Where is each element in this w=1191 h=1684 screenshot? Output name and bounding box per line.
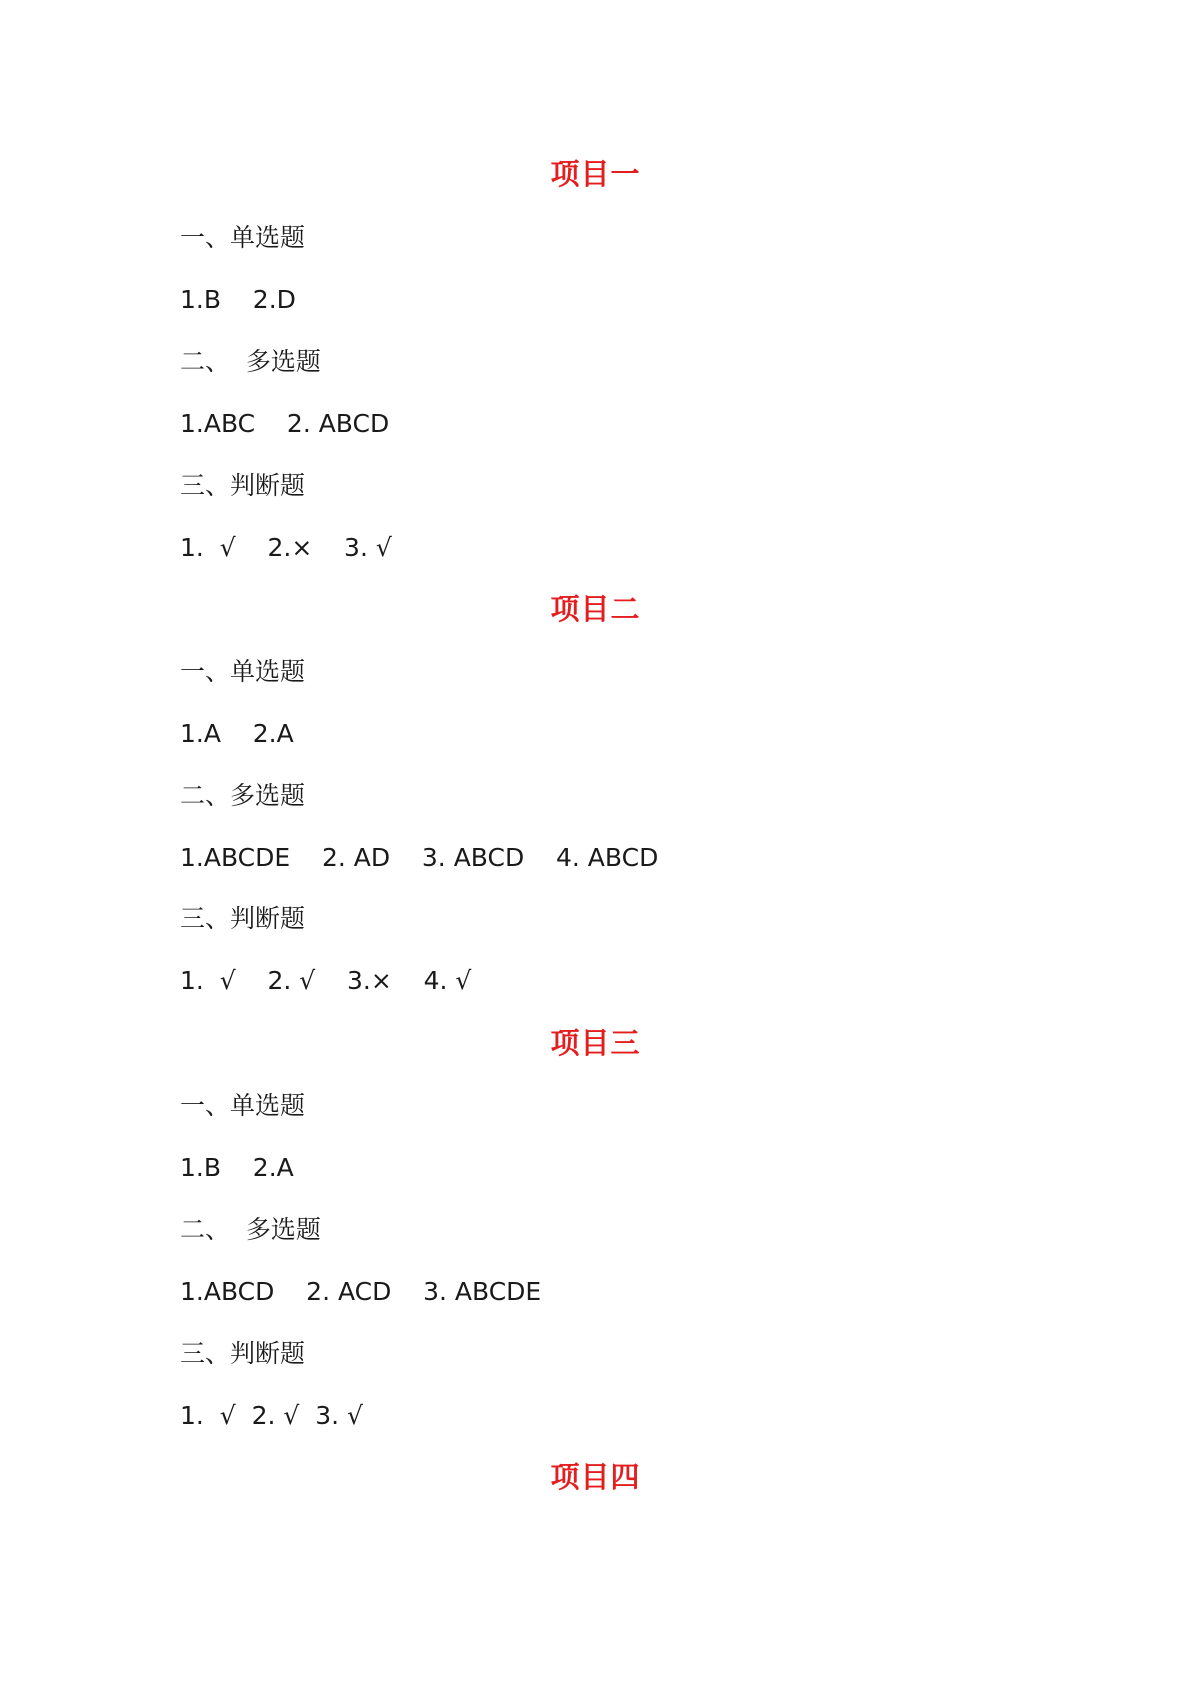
answer-line: 1. √ 2. √ 3.× 4. √: [180, 966, 472, 995]
answer-line: 1.ABCD 2. ACD 3. ABCDE: [180, 1277, 542, 1306]
section-title: 项目一: [550, 157, 641, 191]
answer-line: 1.B 2.D: [180, 285, 296, 314]
answer-line: 1.A 2.A: [180, 719, 294, 748]
question-type-single-choice: 一、单选题: [180, 223, 306, 252]
answer-line: 1. √ 2.× 3. √: [180, 533, 392, 562]
question-type-multiple-choice: 二、 多选题: [180, 347, 321, 376]
answer-line: 1.B 2.A: [180, 1153, 294, 1182]
answer-line: 1.ABC 2. ABCD: [180, 409, 390, 438]
answer-line: 1.ABCDE 2. AD 3. ABCD 4. ABCD: [180, 843, 659, 872]
question-type-true-false: 三、判断题: [180, 904, 306, 933]
answer-line: 1. √ 2. √ 3. √: [180, 1401, 363, 1430]
question-type-multiple-choice: 二、多选题: [180, 781, 306, 810]
question-type-true-false: 三、判断题: [180, 471, 306, 500]
section-title: 项目三: [550, 1026, 641, 1060]
question-type-single-choice: 一、单选题: [180, 1091, 306, 1120]
question-type-single-choice: 一、单选题: [180, 657, 306, 686]
question-type-true-false: 三、判断题: [180, 1339, 306, 1368]
section-title: 项目四: [550, 1460, 641, 1494]
section-title: 项目二: [550, 592, 641, 626]
question-type-multiple-choice: 二、 多选题: [180, 1215, 321, 1244]
